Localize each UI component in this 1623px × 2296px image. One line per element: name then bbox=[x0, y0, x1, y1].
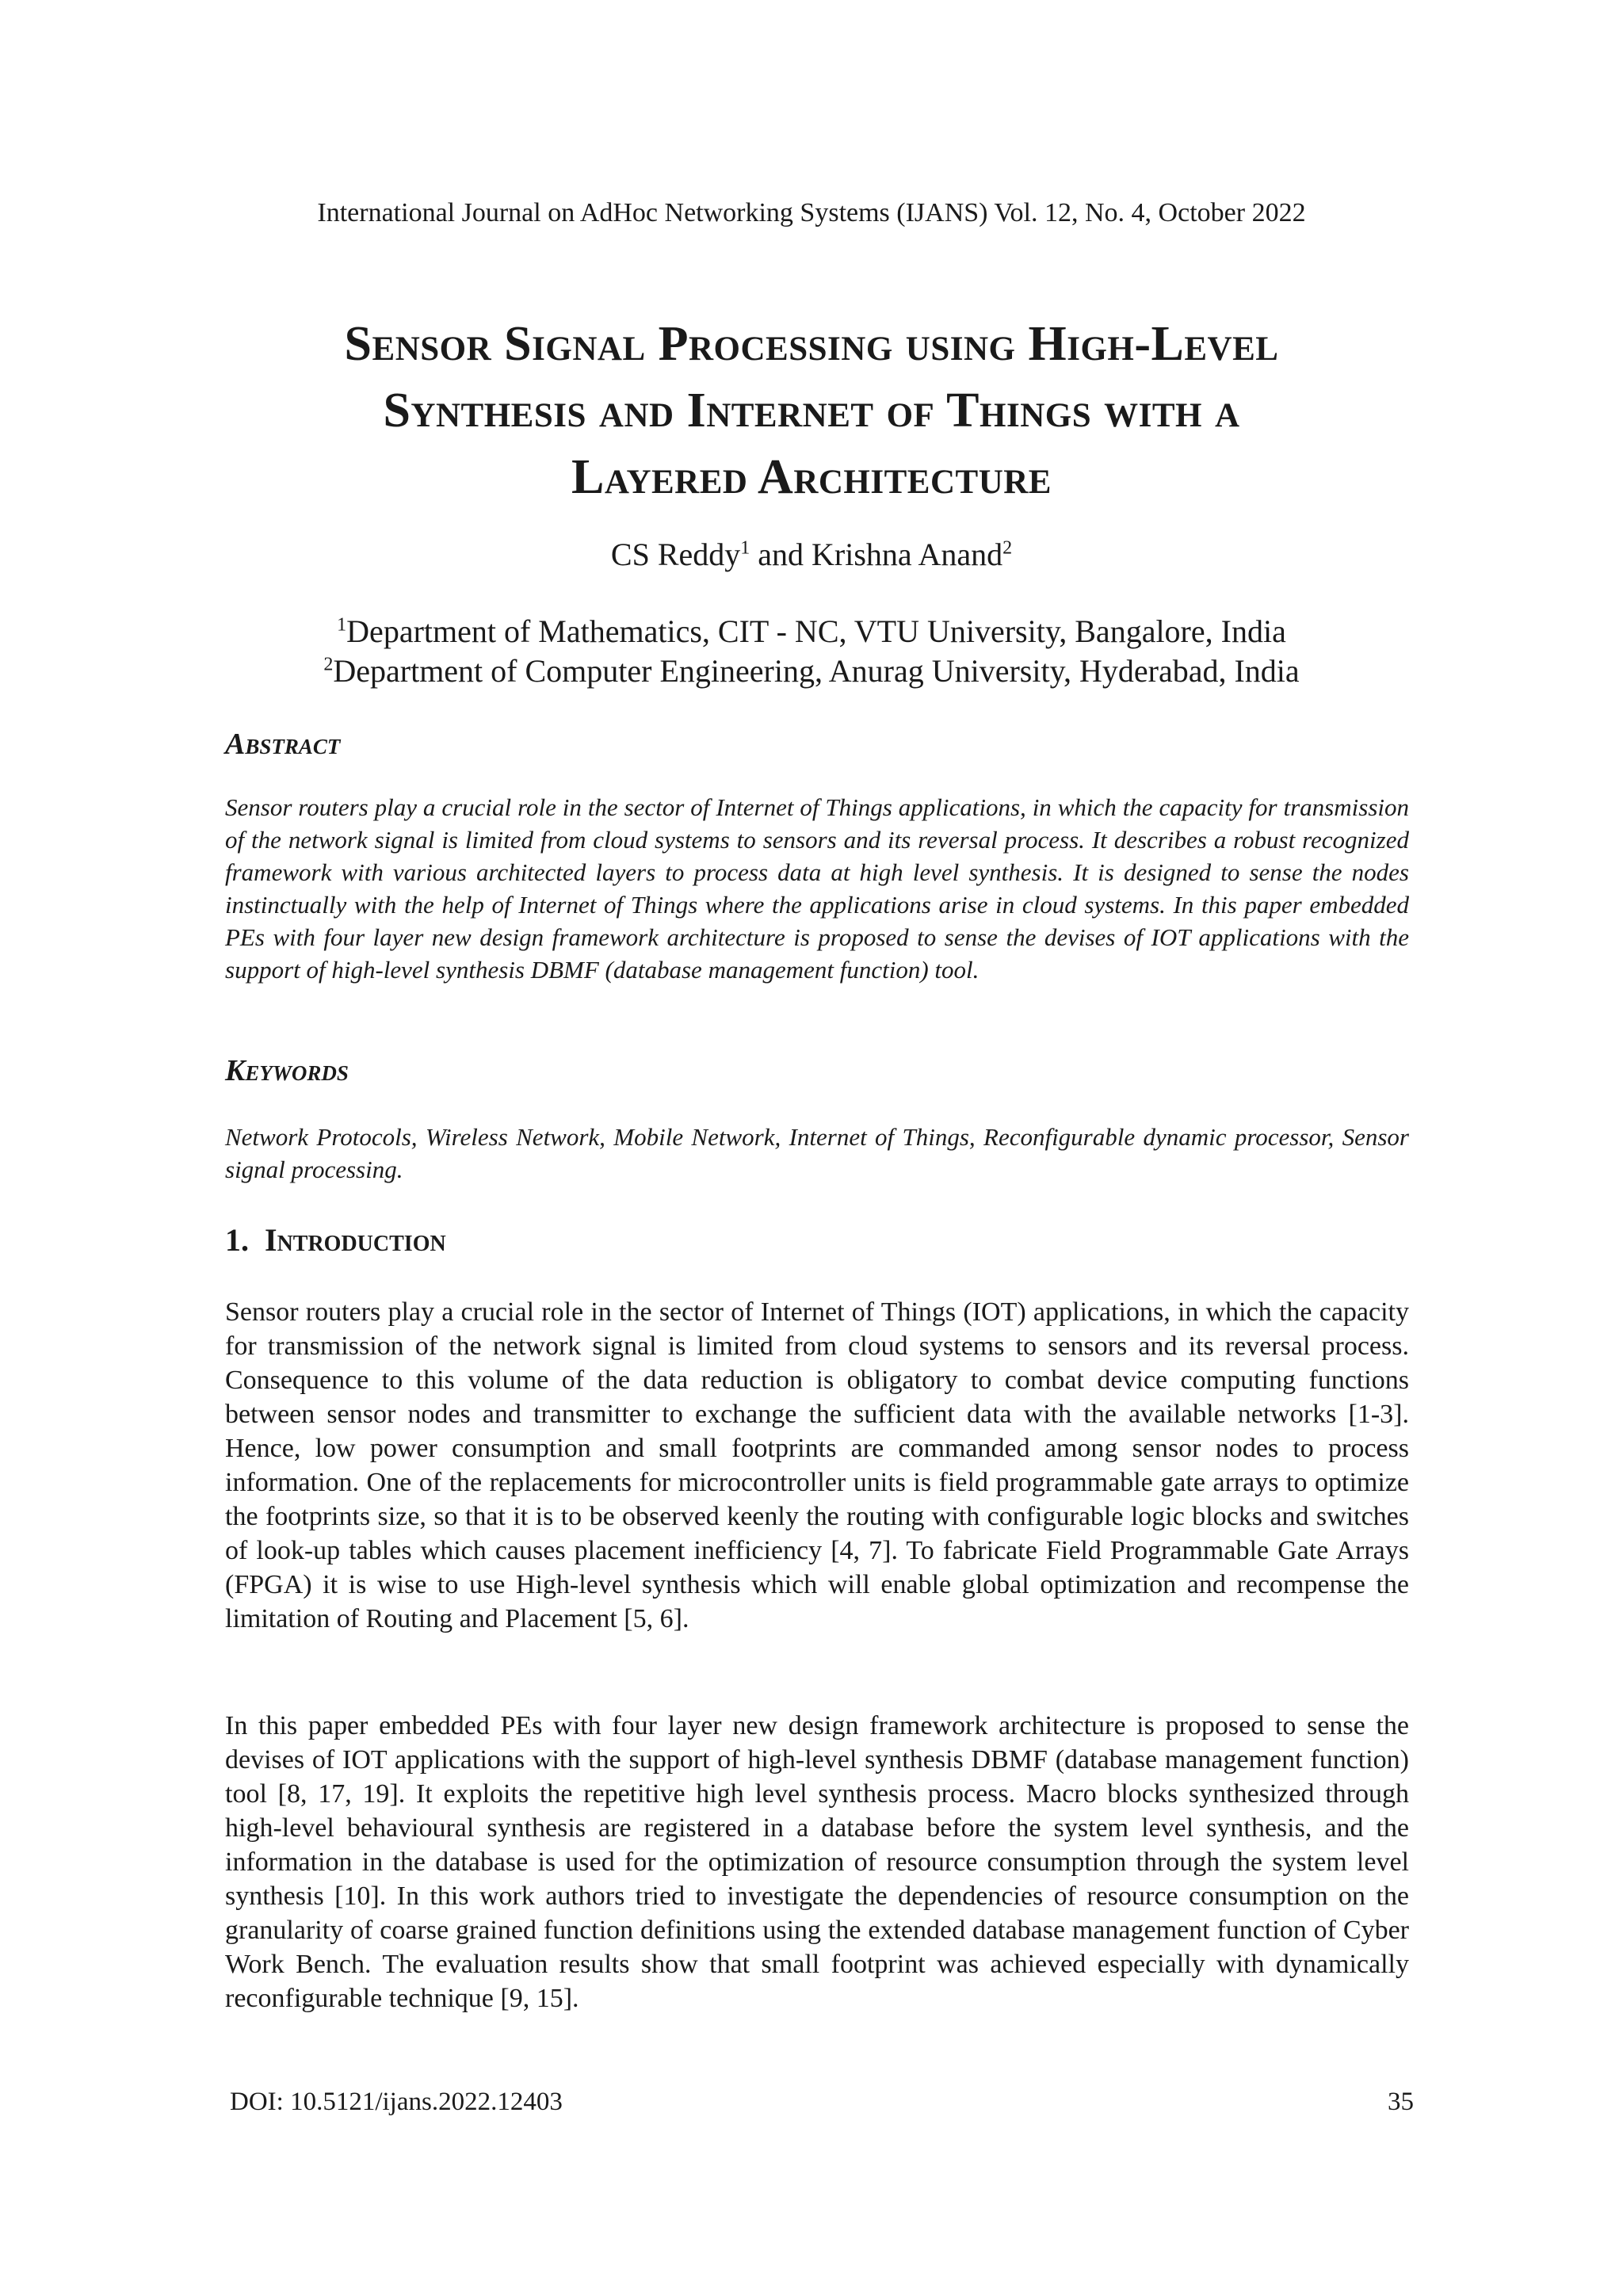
running-header: International Journal on AdHoc Networking Systems (IJANS) Vol. 12, No. 4, October 2022 bbox=[317, 198, 1306, 227]
author-name: CS Reddy bbox=[610, 537, 741, 572]
author-line bbox=[0, 536, 1623, 574]
affiliation-line bbox=[0, 612, 1623, 651]
author-name: Krishna Anand bbox=[812, 537, 1003, 572]
author-conjunction: and bbox=[750, 537, 812, 572]
affiliation-line bbox=[0, 651, 1623, 691]
affiliations bbox=[0, 612, 1623, 691]
author-affiliation-marker: 2 bbox=[1002, 537, 1013, 559]
affiliation-marker: 2 bbox=[323, 654, 334, 675]
author-affiliation-marker: 1 bbox=[740, 537, 750, 559]
abstract-heading: Abstract bbox=[225, 728, 341, 761]
affiliation-marker: 1 bbox=[337, 614, 347, 636]
introduction-heading bbox=[225, 1222, 446, 1259]
abstract-text: Sensor routers play a crucial role in the sector of Internet of Things applications, in which the capacity for transmission of the network signal is limited from cloud systems to sensors and its reversal process. It describes a robust recognized framework with various architected layers to process data at high level synthesis. It is designed to sense the nodes instinctually with the help of Internet of Things where the applications arise in cloud systems. In this paper embedded PEs with four layer new design framework architecture is proposed to sense the devises of IOT applications with the support of high-level synthesis DBMF (database management function) tool. bbox=[225, 793, 1409, 984]
page-number: 35 bbox=[1388, 2088, 1414, 2116]
title-line-3: Layered Architecture bbox=[571, 450, 1052, 504]
keywords-heading: Keywords bbox=[225, 1054, 349, 1087]
paper-title bbox=[158, 311, 1465, 510]
introduction-paragraph-2: In this paper embedded PEs with four layer new design framework architecture is proposed to sense the devises of IOT applications with the support of high-level synthesis DBMF (database management function) tool [8, 17, 19]. It exploits the repetitive high level synthesis process. Macro blocks synthesized through high-level behavioural synthesis are registered in a database before the system level synthesis, and the information in the database is used for the optimization of resource consumption through the system level synthesis [10]. In this work authors tried to investigate the dependencies of resource consumption on the granularity of coarse grained function definitions using the extended database management function of Cyber Work Bench. The evaluation results show that small footprint was achieved especially with dynamically reconfigurable technique [9, 15]. bbox=[225, 1711, 1409, 2013]
introduction-paragraph-1: Sensor routers play a crucial role in the sector of Internet of Things (IOT) applications, in which the capacity for transmission of the network signal is limited from cloud systems to sensors and its reversal process. Consequence to this volume of the data reduction is obligatory to combat device computing functions between sensor nodes and transmitter to exchange the sufficient data with the available networks [1-3]. Hence, low power consumption and small footprints are commanded among sensor nodes to process information. One of the replacements for microcontroller units is field programmable gate arrays to optimize the footprints size, so that it is to be observed keenly the routing with configurable logic blocks and switches of look-up tables which causes placement inefficiency [4, 7]. To fabricate Field Programmable Gate Arrays (FPGA) it is wise to use High-level synthesis which will enable global optimization and recompense the limitation of Routing and Placement [5, 6]. bbox=[225, 1297, 1409, 1633]
title-line-1: Sensor Signal Processing using High-Level bbox=[344, 317, 1279, 371]
doi-link[interactable]: DOI: 10.5121/ijans.2022.12403 bbox=[230, 2088, 563, 2116]
keywords-text: Network Protocols, Wireless Network, Mobile Network, Internet of Things, Reconfigurable dynamic processor, Sensor signal processing. bbox=[225, 1123, 1409, 1183]
affiliation-text: Department of Computer Engineering, Anurag University, Hyderabad, India bbox=[333, 653, 1300, 689]
section-number: 1. bbox=[225, 1222, 249, 1258]
affiliation-text: Department of Mathematics, CIT - NC, VTU University, Bangalore, India bbox=[346, 613, 1286, 649]
title-line-2: Synthesis and Internet of Things with a bbox=[383, 384, 1240, 437]
section-title: Introduction bbox=[265, 1222, 446, 1258]
